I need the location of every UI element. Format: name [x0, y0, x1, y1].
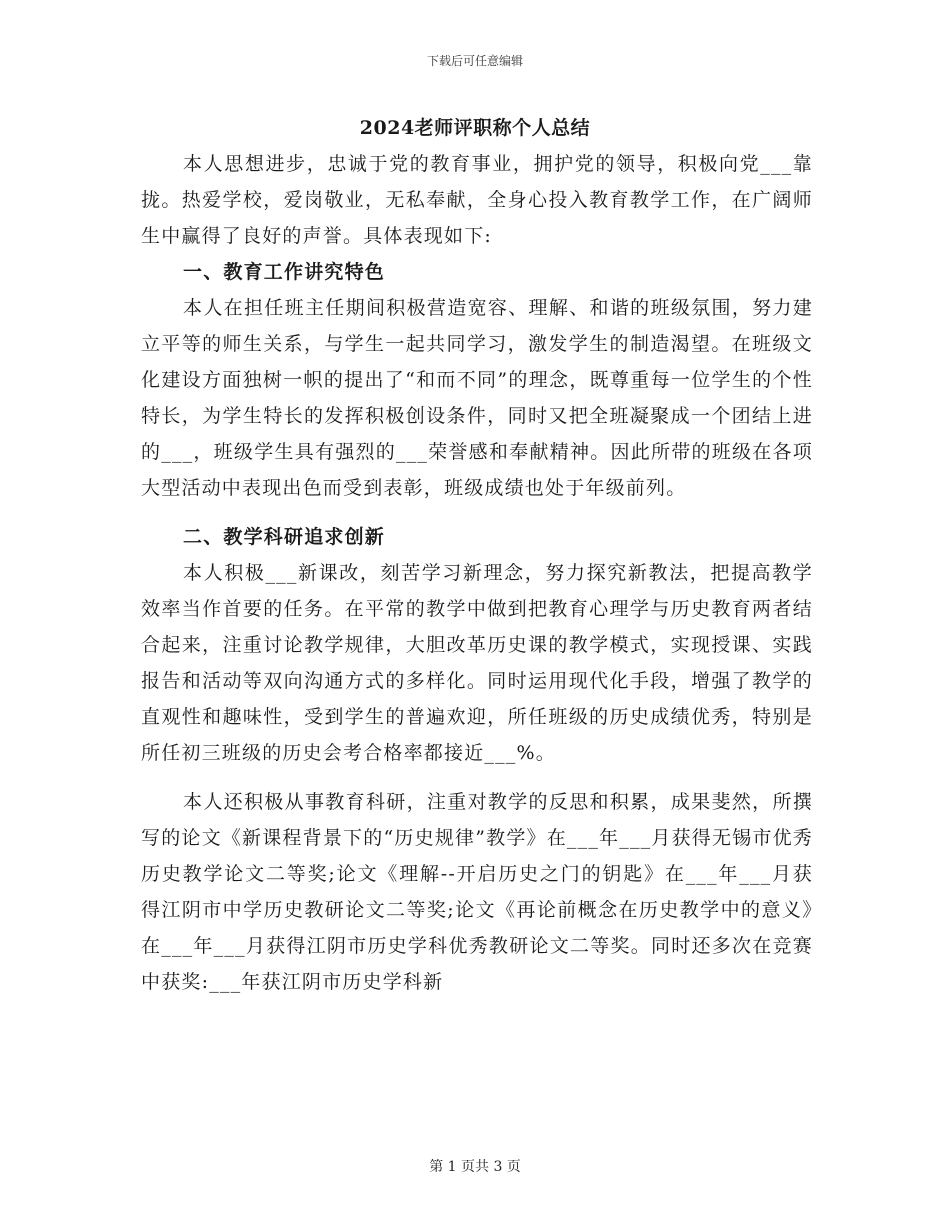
document-title: 2024老师评职称个人总结 [359, 117, 591, 139]
section-2-paragraph-1: 本人积极___新课改，刻苦学习新理念，努力探究新教法，把提高教学效率当作首要的任务。在平常的教学中做到把教育心理学与历史教育两者结合起来，注重讨论教学规律，大胆改革历史课的教学模式，实现授课、实践报告和活动等双向沟通方式的多样化。同时运用现代化手段，增强了教学的直观性和趣味性，受到学生的普遍欢迎，所任班级的历史成绩优秀，特别是所任初三班级的历史会考合格率都接近___%。 [141, 562, 813, 764]
section-heading-1: 一、教育工作讲究特色 [183, 261, 386, 283]
section-2-paragraph-2: 本人还积极从事教育科研，注重对教学的反思和积累，成果斐然，所撰写的论文《新课程背景下的“历史规律”教学》在___年___月获得无锡市优秀历史教学论文二等奖;论文《理解--开启历史之门的钥匙》在___年___月获得江阴市中学历史教研论文二等奖;论文《再论前概念在历史教学中的意义》在___年___月获得江阴市历史学科优秀教研论文二等奖。同时还多次在竞赛中获奖:___年获江阴市历史学科新 [141, 791, 813, 993]
header-note: 下载后可任意编辑 [426, 54, 523, 68]
document-body [141, 146, 813, 1000]
page-number-footer: 第 1 页共 3 页 [429, 1159, 521, 1175]
section-heading-2: 二、教学科研追求创新 [183, 526, 386, 548]
intro-paragraph: 本人思想进步，忠诚于党的教育事业，拥护党的领导，积极向党___靠拢。热爱学校，爱岗敬业，无私奉献，全身心投入教育教学工作，在广阔师生中赢得了良好的声誉。具体表现如下: [141, 153, 813, 247]
section-1-paragraph: 本人在担任班主任期间积极营造宽容、理解、和谐的班级氛围，努力建立平等的师生关系，与学生一起共同学习，激发学生的制造渴望。在班级文化建设方面独树一帜的提出了“和而不同”的理念，既尊重每一位学生的个性特长，为学生特长的发挥积极创设条件，同时又把全班凝聚成一个团结上进的___，班级学生具有强烈的___荣誉感和奉献精神。因此所带的班级在各项大型活动中表现出色而受到表彰，班级成绩也处于年级前列。 [141, 297, 813, 499]
